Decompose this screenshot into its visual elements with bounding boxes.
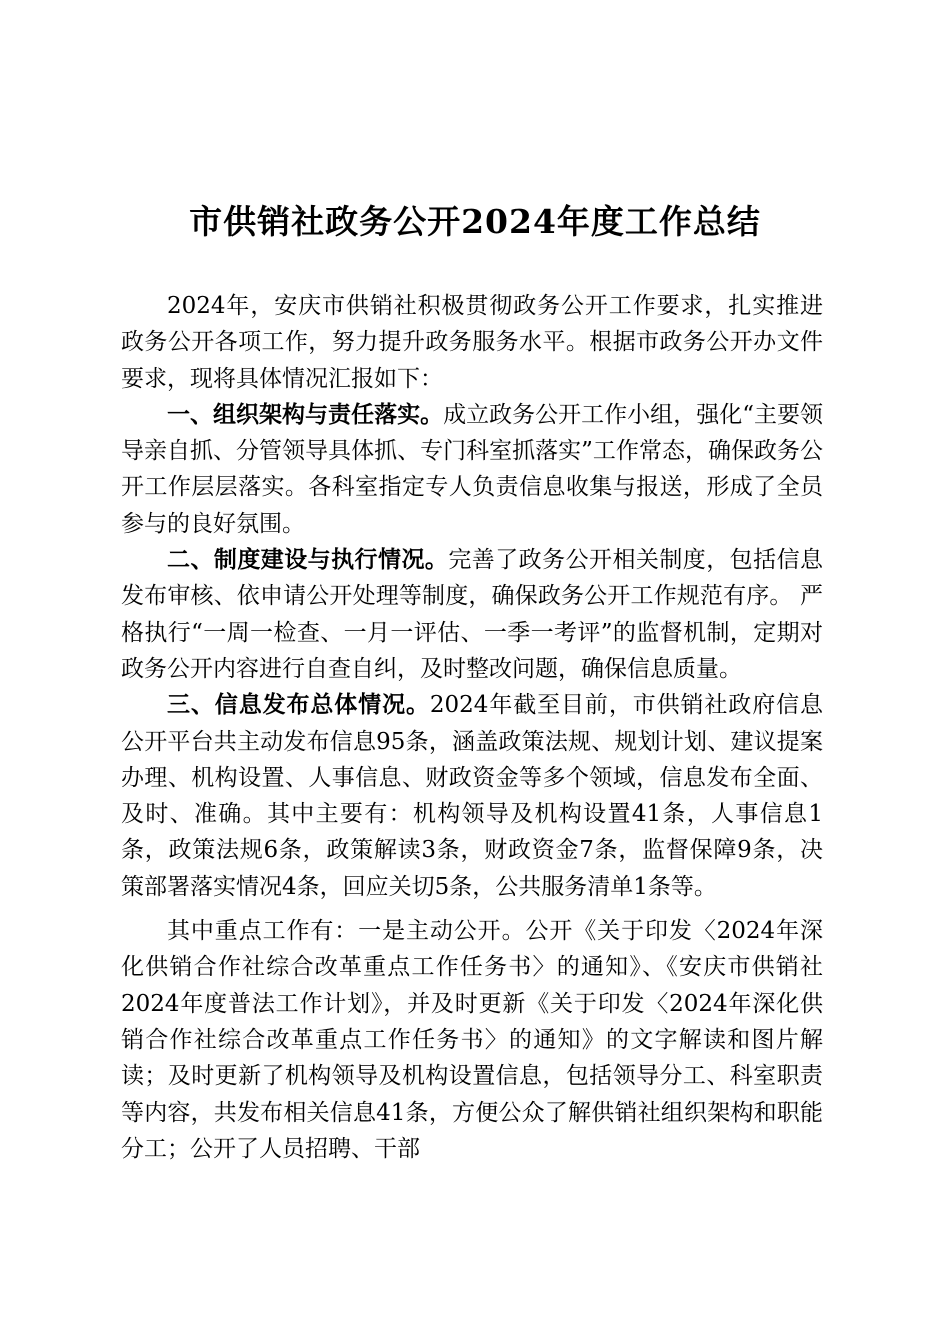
paragraph-text: 其中重点工作有：一是主动公开。公开《关于印发〈2024年深化供销合作社综合改革重点工作任务书〉的通知》、《安庆市供销社2024年度普法工作计划》，并及时更新《关于印发〈2024年深化供销合作社综合改革重点工作任务书〉的通知》的文字解读和图片解读；及时更新了机构领导及机构设置信息，包括领导分工、科室职责等内容，共发布相关信息41条，方便公众了解供销社组织架构和职能分工；公开了人员招聘、干部 (121, 918, 823, 1162)
section-one-paragraph (121, 397, 823, 542)
section-heading: 三、信息发布总体情况。 (167, 692, 430, 719)
key-work-paragraph (121, 913, 823, 1167)
section-two-paragraph (121, 542, 823, 687)
document-title: 市供销社政务公开2024年度工作总结 (189, 202, 761, 241)
paragraph-text: 成立政务公开工作小组，强化“主要领导亲自抓、分管领导具体抓、专门科室抓落实”工作常态，确保政务公开工作层层落实。各科室指定专人负责信息收集与报送，形成了全员参与的良好氛围。 (121, 401, 824, 537)
paragraph-text: 2024年截至目前，市供销社政府信息公开平台共主动发布信息95条，涵盖政策法规、规划计划、建议提案办理、机构设置、人事信息、财政资金等多个领域，信息发布全面、及时、准确。其中主要有：机构领导及机构设置41条，人事信息1条，政策法规6条，政策解读3条，财政资金7条，监督保障9条，决策部署落实情况4条，回应关切5条，公共服务清单1条等。 (121, 692, 823, 900)
paragraph-text: 2024年，安庆市供销社积极贯彻政务公开工作要求，扎实推进政务公开各项工作，努力提升政务服务水平。根据市政务公开办文件要求，现将具体情况汇报如下： (121, 293, 823, 392)
paragraph-gap (121, 905, 823, 913)
intro-paragraph (121, 288, 823, 397)
document-body (121, 288, 823, 1167)
section-three-paragraph (121, 687, 823, 905)
paragraph-text: 完善了政务公开相关制度，包括信息发布审核、依申请公开处理等制度，确保政务公开工作规范有序。 严格执行“一周一检查、一月一评估、一季一考评”的监督机制，定期对政务公开内容进行自查自纠，及时整改问题，确保信息质量。 (121, 547, 824, 682)
section-heading: 二、制度建设与执行情况。 (167, 547, 449, 574)
section-heading: 一、组织架构与责任落实。 (167, 401, 444, 428)
